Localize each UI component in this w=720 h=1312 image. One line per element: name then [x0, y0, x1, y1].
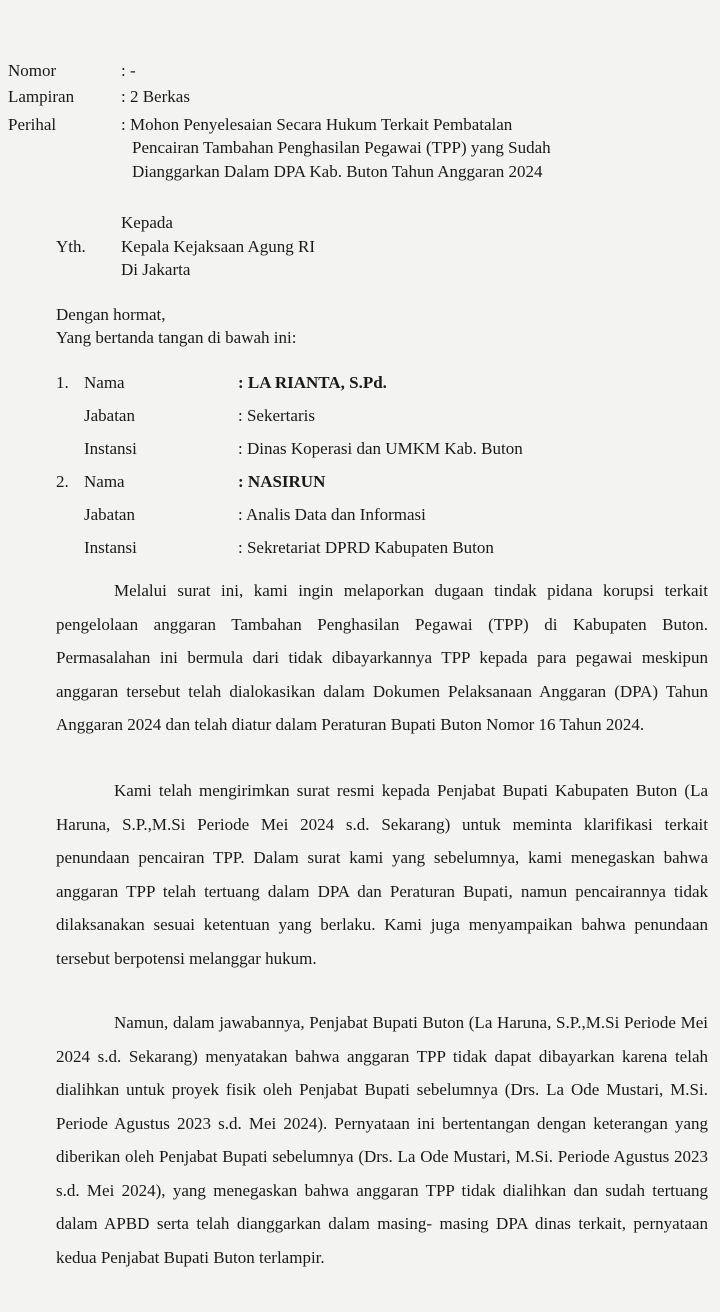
- signatory-2-number: 2.: [56, 472, 69, 491]
- perihal-line-2: Pencairan Tambahan Penghasilan Pegawai (TPP) yang Sudah: [132, 138, 551, 157]
- signatory-1-nama-label: Nama: [84, 373, 125, 392]
- signatory-2-instansi-value: : Sekretariat DPRD Kabupaten Buton: [238, 538, 494, 557]
- signatory-1-number: 1.: [56, 373, 69, 392]
- perihal-line-1: : Mohon Penyelesaian Secara Hukum Terkait Pembatalan: [121, 115, 513, 134]
- signatory-2-nama-label: Nama: [84, 472, 125, 491]
- signatory-1-instansi-value: : Dinas Koperasi dan UMKM Kab. Buton: [238, 439, 523, 458]
- intro-line: Yang bertanda tangan di bawah ini:: [56, 328, 297, 347]
- signatory-1-instansi-label: Instansi: [84, 439, 137, 458]
- greeting: Dengan hormat,: [56, 305, 166, 324]
- nomor-value: : -: [121, 61, 136, 80]
- recipient-place: Di Jakarta: [121, 260, 191, 279]
- recipient-name: Kepala Kejaksaan Agung RI: [121, 237, 316, 256]
- lampiran-label: Lampiran: [8, 87, 75, 106]
- kepada-label: Kepada: [121, 213, 173, 232]
- yth-label: Yth.: [56, 237, 86, 256]
- signatory-1-nama-value: : LA RIANTA, S.Pd.: [238, 373, 387, 392]
- lampiran-value: : 2 Berkas: [121, 87, 190, 106]
- body-paragraph-2: Kami telah mengirimkan surat resmi kepada Penjabat Bupati Kabupaten Buton (La Haruna, S.P.,M.Si Periode Mei 2024 s.d. Sekarang) untuk meminta klarifikasi terkait penundaan pencairan TPP. Dalam surat kami yang sebelumnya, kami menegaskan bahwa anggaran TPP telah tertuang dalam DPA dan Peraturan Bupati, namun pencairannya tidak dilaksanakan sesuai ketentuan yang berlaku. Kami juga menyampaikan bahwa penundaan tersebut berpotensi melanggar hukum.: [56, 781, 708, 968]
- signatory-1-jabatan-value: : Sekertaris: [238, 406, 315, 425]
- signatory-2-nama-value: : NASIRUN: [238, 472, 326, 491]
- signatory-2-jabatan-label: Jabatan: [84, 505, 135, 524]
- signatory-2-instansi-label: Instansi: [84, 538, 137, 557]
- perihal-label: Perihal: [8, 115, 57, 134]
- body-paragraph-3: Namun, dalam jawabannya, Penjabat Bupati Buton (La Haruna, S.P.,M.Si Periode Mei 2024 s.d. Sekarang) menyatakan bahwa anggaran TPP tidak dapat dibayarkan karena telah dialihkan untuk proyek fisik oleh Penjabat Bupati sebelumnya (Drs. La Ode Mustari, M.Si. Periode Agustus 2023 s.d. Mei 2024). Pernyataan ini bertentangan dengan keterangan yang diberikan oleh Penjabat Bupati sebelumnya (Drs. La Ode Mustari, M.Si. Periode Agustus 2023 s.d. Mei 2024), yang menegaskan bahwa anggaran TPP tidak dialihkan dan sudah tertuang dalam APBD serta telah dianggarkan dalam masing- masing DPA dinas terkait, pernyataan kedua Penjabat Bupati Buton terlampir.: [56, 1013, 708, 1267]
- nomor-label: Nomor: [8, 61, 57, 80]
- signatory-1-jabatan-label: Jabatan: [84, 406, 135, 425]
- perihal-line-3: Dianggarkan Dalam DPA Kab. Buton Tahun Anggaran 2024: [132, 162, 543, 181]
- signatory-2-jabatan-value: : Analis Data dan Informasi: [238, 505, 426, 524]
- body-paragraph-1: Melalui surat ini, kami ingin melaporkan dugaan tindak pidana korupsi terkait pengelolaan anggaran Tambahan Penghasilan Pegawai (TPP) di Kabupaten Buton. Permasalahan ini bermula dari tidak dibayarkannya TPP kepada para pegawai meskipun anggaran tersebut telah dialokasikan dalam Dokumen Pelaksanaan Anggaran (DPA) Tahun Anggaran 2024 dan telah diatur dalam Peraturan Bupati Buton Nomor 16 Tahun 2024.: [56, 581, 708, 734]
